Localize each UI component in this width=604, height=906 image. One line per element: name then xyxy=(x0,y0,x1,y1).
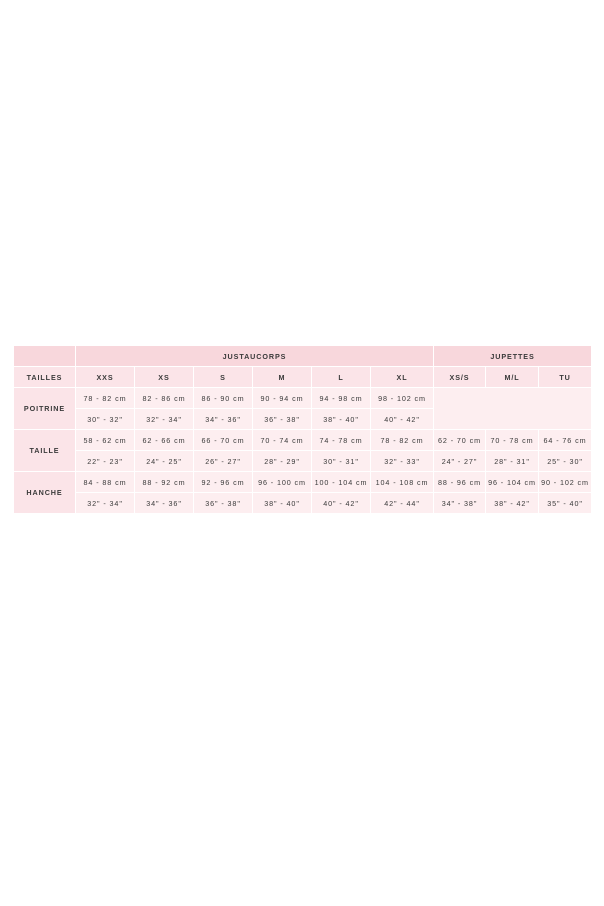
poitrine-cm-m: 90 - 94 cm xyxy=(253,388,312,409)
size-label-m-l: M/L xyxy=(486,367,539,388)
hanche-in-xs: 34" - 36" xyxy=(135,493,194,514)
poitrine-in-s: 34" - 36" xyxy=(194,409,253,430)
hanche-cm-xxs: 84 - 88 cm xyxy=(76,472,135,493)
taille-cm-tu: 64 - 76 cm xyxy=(539,430,592,451)
hanche-in-m: 38" - 40" xyxy=(253,493,312,514)
taille-in-xs: 24" - 25" xyxy=(135,451,194,472)
taille-in-s: 26" - 27" xyxy=(194,451,253,472)
taille-cm-m: 70 - 74 cm xyxy=(253,430,312,451)
taille-cm-xs-s: 62 - 70 cm xyxy=(434,430,486,451)
hanche-in-xs-s: 34" - 38" xyxy=(434,493,486,514)
hanche-in-tu: 35" - 40" xyxy=(539,493,592,514)
poitrine-skirts-empty xyxy=(434,388,592,430)
poitrine-cm-xs: 82 - 86 cm xyxy=(135,388,194,409)
hanche-cm-m-l: 96 - 104 cm xyxy=(486,472,539,493)
taille-cm-xl: 78 - 82 cm xyxy=(371,430,434,451)
taille-in-l: 30" - 31" xyxy=(312,451,371,472)
hanche-in-l: 40" - 42" xyxy=(312,493,371,514)
table-row xyxy=(14,451,592,472)
size-chart xyxy=(13,345,591,514)
poitrine-in-l: 38" - 40" xyxy=(312,409,371,430)
table-row xyxy=(14,472,592,493)
poitrine-in-m: 36" - 38" xyxy=(253,409,312,430)
hanche-cm-tu: 90 - 102 cm xyxy=(539,472,592,493)
poitrine-in-xl: 40" - 42" xyxy=(371,409,434,430)
hanche-cm-s: 92 - 96 cm xyxy=(194,472,253,493)
taille-cm-m-l: 70 - 78 cm xyxy=(486,430,539,451)
hanche-in-xxs: 32" - 34" xyxy=(76,493,135,514)
taille-in-tu: 25" - 30" xyxy=(539,451,592,472)
taille-in-xs-s: 24" - 27" xyxy=(434,451,486,472)
taille-cm-xs: 62 - 66 cm xyxy=(135,430,194,451)
hanche-in-xl: 42" - 44" xyxy=(371,493,434,514)
size-label-l: L xyxy=(312,367,371,388)
hanche-in-s: 36" - 38" xyxy=(194,493,253,514)
hanche-cm-xs-s: 88 - 96 cm xyxy=(434,472,486,493)
row-label-poitrine: POITRINE xyxy=(14,388,76,430)
table-row xyxy=(14,388,592,409)
size-label-xs: XS xyxy=(135,367,194,388)
hanche-cm-m: 96 - 100 cm xyxy=(253,472,312,493)
poitrine-cm-xxs: 78 - 82 cm xyxy=(76,388,135,409)
taille-in-m: 28" - 29" xyxy=(253,451,312,472)
size-label-s: S xyxy=(194,367,253,388)
table-row xyxy=(14,493,592,514)
poitrine-cm-l: 94 - 98 cm xyxy=(312,388,371,409)
row-label-hanche: HANCHE xyxy=(14,472,76,514)
size-label-m: M xyxy=(253,367,312,388)
size-label-tu: TU xyxy=(539,367,592,388)
size-label-xs-s: XS/S xyxy=(434,367,486,388)
row-label-taille: TAILLE xyxy=(14,430,76,472)
group-header-leotards: JUSTAUCORPS xyxy=(76,346,434,367)
size-label-row xyxy=(14,367,592,388)
taille-cm-s: 66 - 70 cm xyxy=(194,430,253,451)
table-row xyxy=(14,430,592,451)
hanche-cm-xl: 104 - 108 cm xyxy=(371,472,434,493)
group-header-skirts: JUPETTES xyxy=(434,346,592,367)
size-label-xxs: XXS xyxy=(76,367,135,388)
taille-cm-l: 74 - 78 cm xyxy=(312,430,371,451)
poitrine-in-xs: 32" - 34" xyxy=(135,409,194,430)
taille-in-m-l: 28" - 31" xyxy=(486,451,539,472)
taille-in-xl: 32" - 33" xyxy=(371,451,434,472)
poitrine-cm-xl: 98 - 102 cm xyxy=(371,388,434,409)
hanche-cm-xs: 88 - 92 cm xyxy=(135,472,194,493)
group-header-row xyxy=(14,346,592,367)
size-chart-table xyxy=(13,345,592,514)
poitrine-in-xxs: 30" - 32" xyxy=(76,409,135,430)
hanche-in-m-l: 38" - 42" xyxy=(486,493,539,514)
size-label-xl: XL xyxy=(371,367,434,388)
poitrine-cm-s: 86 - 90 cm xyxy=(194,388,253,409)
taille-in-xxs: 22" - 23" xyxy=(76,451,135,472)
taille-cm-xxs: 58 - 62 cm xyxy=(76,430,135,451)
group-header-blank xyxy=(14,346,76,367)
hanche-cm-l: 100 - 104 cm xyxy=(312,472,371,493)
size-header-label: TAILLES xyxy=(14,367,76,388)
